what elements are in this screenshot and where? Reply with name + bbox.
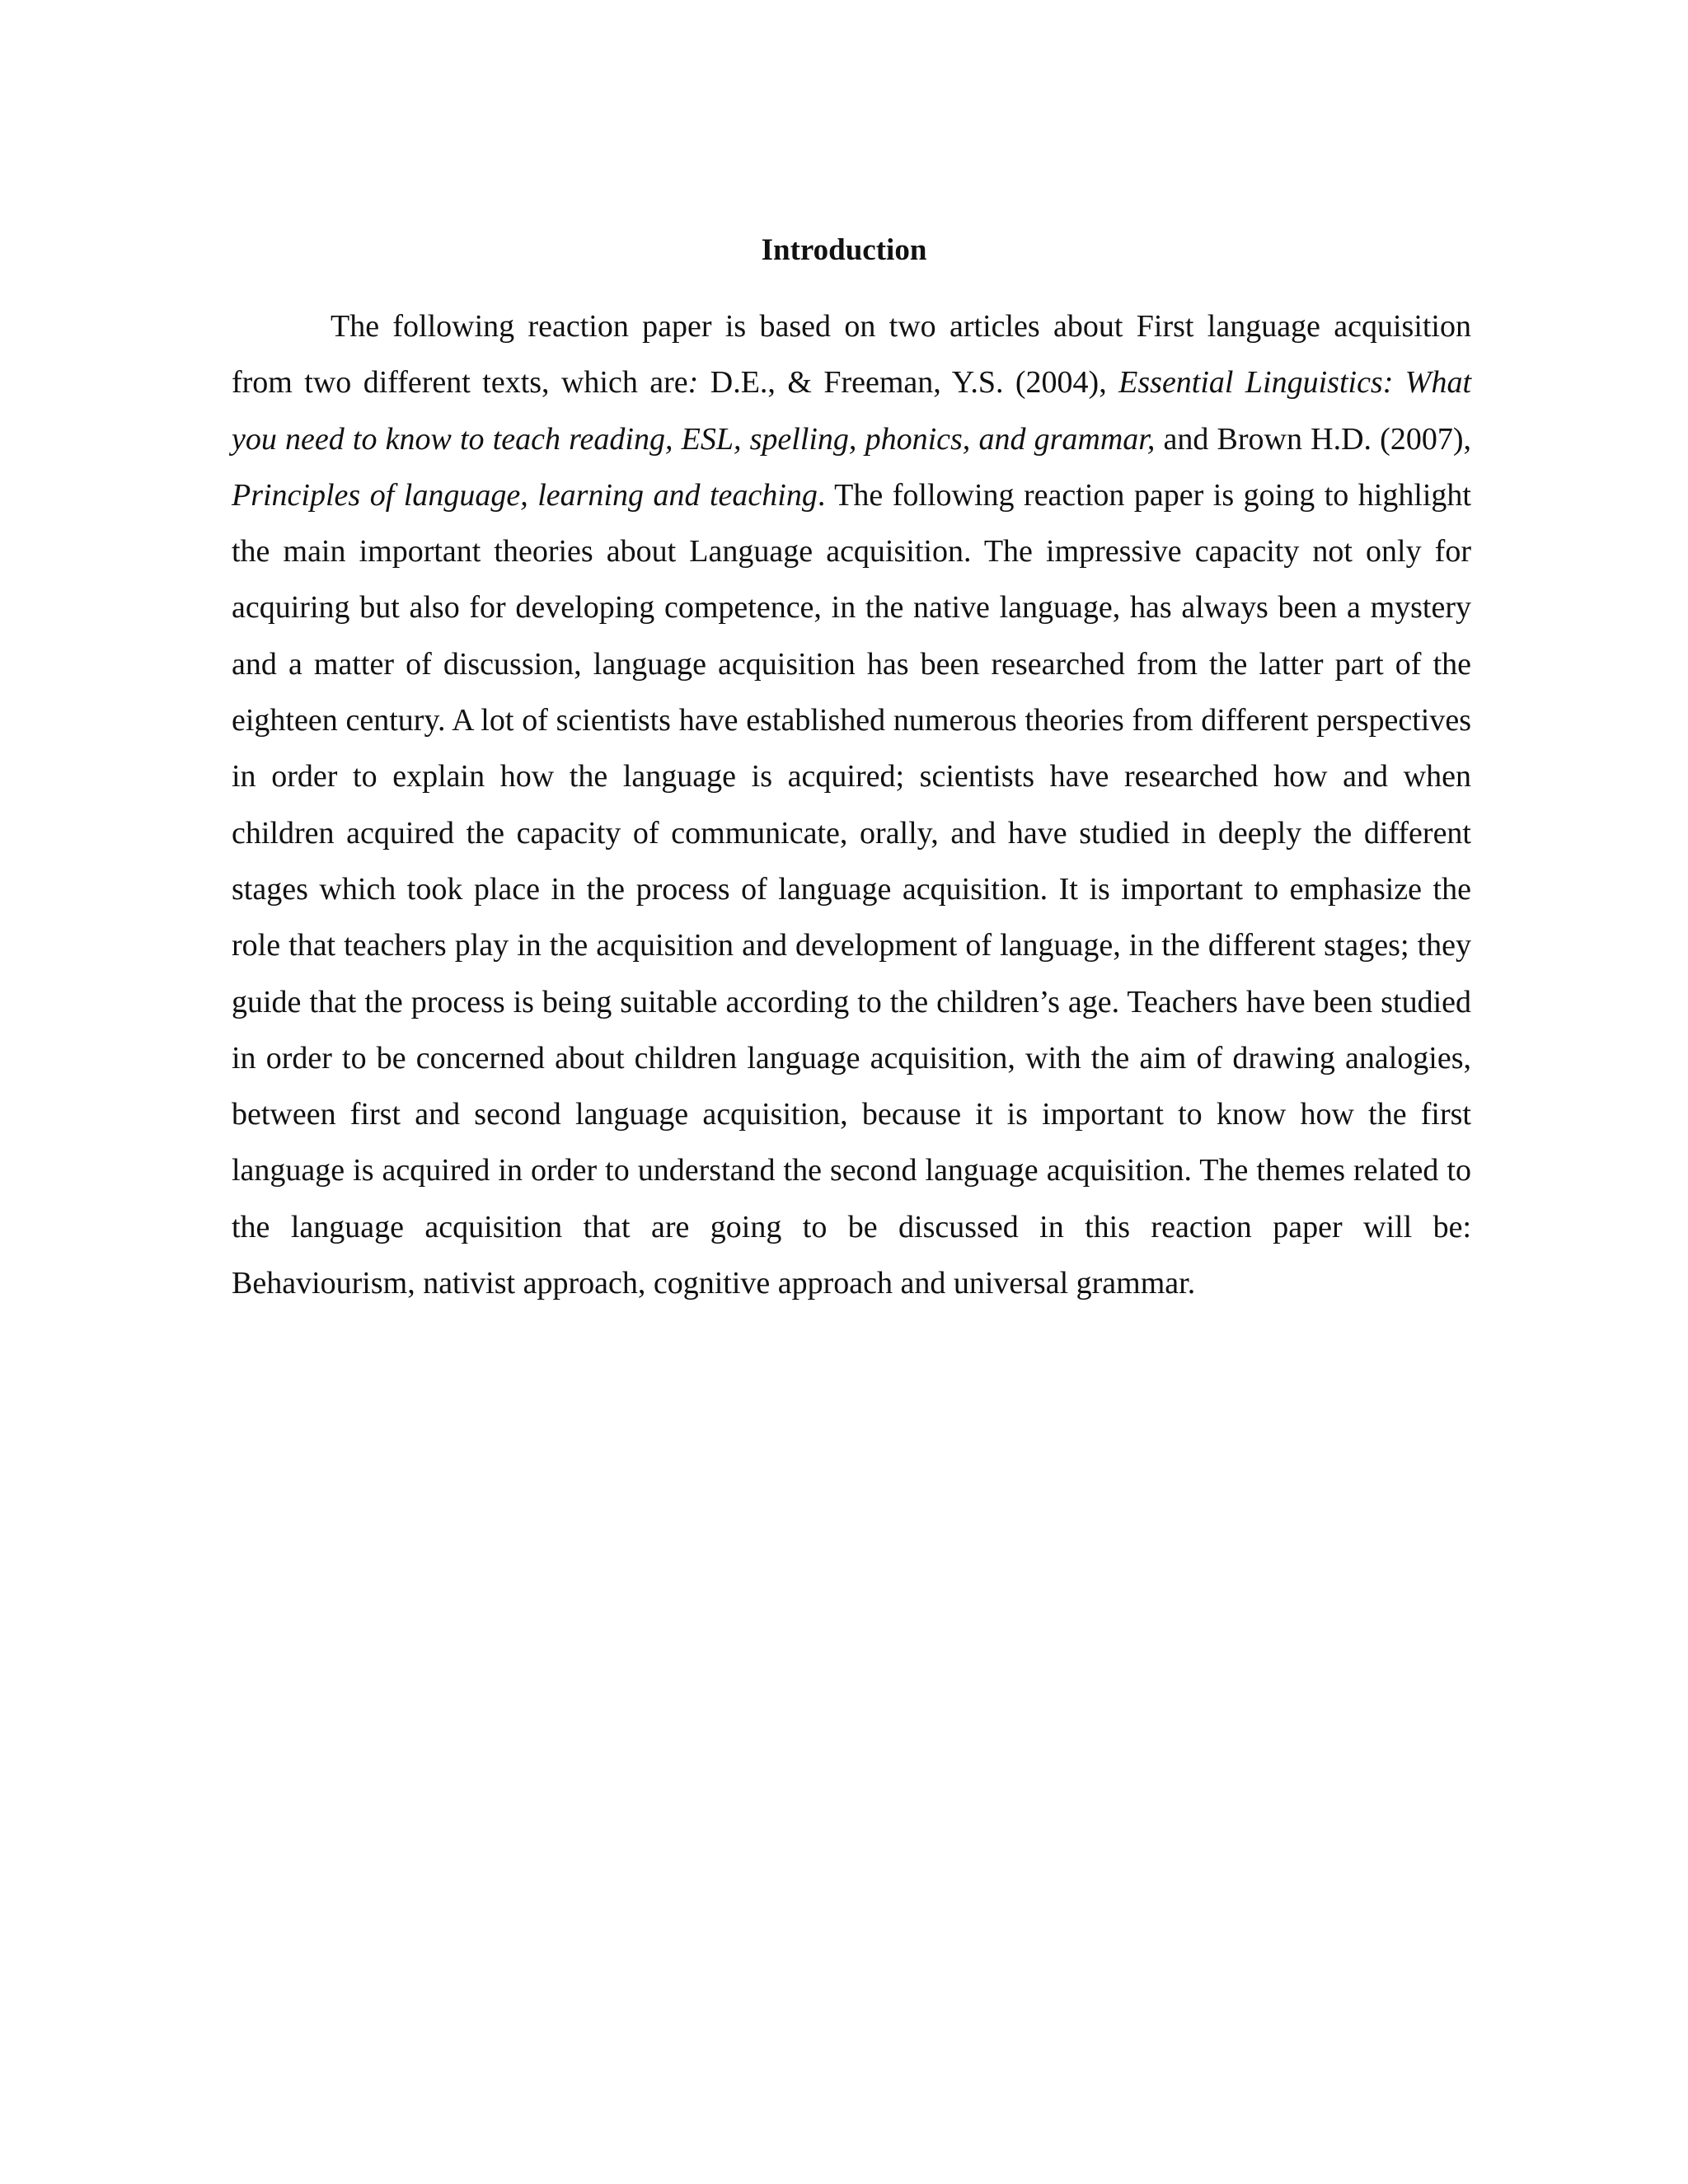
book-title-principles: Principles of language, learning and teaching xyxy=(232,477,818,513)
paragraph-run: . The following reaction paper is going to highlight the main important theories about Language acquisition. The impressive capacity not only for acquiring but also for developing competence, in the native language, has always been a mystery and a matter of discussion, language acquisition has been researched from the latter part of the eighteen century. A lot of scientists have established numerous theories from different perspectives in order to explain how the language is acquired; scientists have researched how and when children acquired the capacity of communicate, orally, and have studied in deeply the different stages which took place in the process of language acquisition. It is important to emphasize the role that teachers play in the acquisition and development of language, in the different stages; they guide that the process is being suitable according to the children’s age. Teachers have been studied in order to be concerned about children language acquisition, with the aim of drawing analogies, between first and second language acquisition, because it is important to know how the first language is acquired in order to understand the second language acquisition. The themes related to the language acquisition that are going to be discussed in this reaction paper will be: Behaviourism, nativist approach, cognitive approach and universal grammar. xyxy=(232,477,1471,1301)
introduction-paragraph xyxy=(232,298,1471,1311)
paragraph-run: and Brown H.D. (2007), xyxy=(1155,421,1471,457)
paragraph-run: D.E., & Freeman, Y.S. (2004), xyxy=(698,365,1119,401)
paragraph-run: The following reaction paper is based on two articles about First language acquisition from two different texts, which are xyxy=(232,309,1471,401)
section-heading: Introduction xyxy=(761,233,927,267)
book-title-essential-linguistics: Essential Linguistics: What you need to know to teach reading, ESL, spelling, phonics, and grammar, xyxy=(232,365,1472,457)
paragraph-run-italic: : xyxy=(687,365,699,401)
